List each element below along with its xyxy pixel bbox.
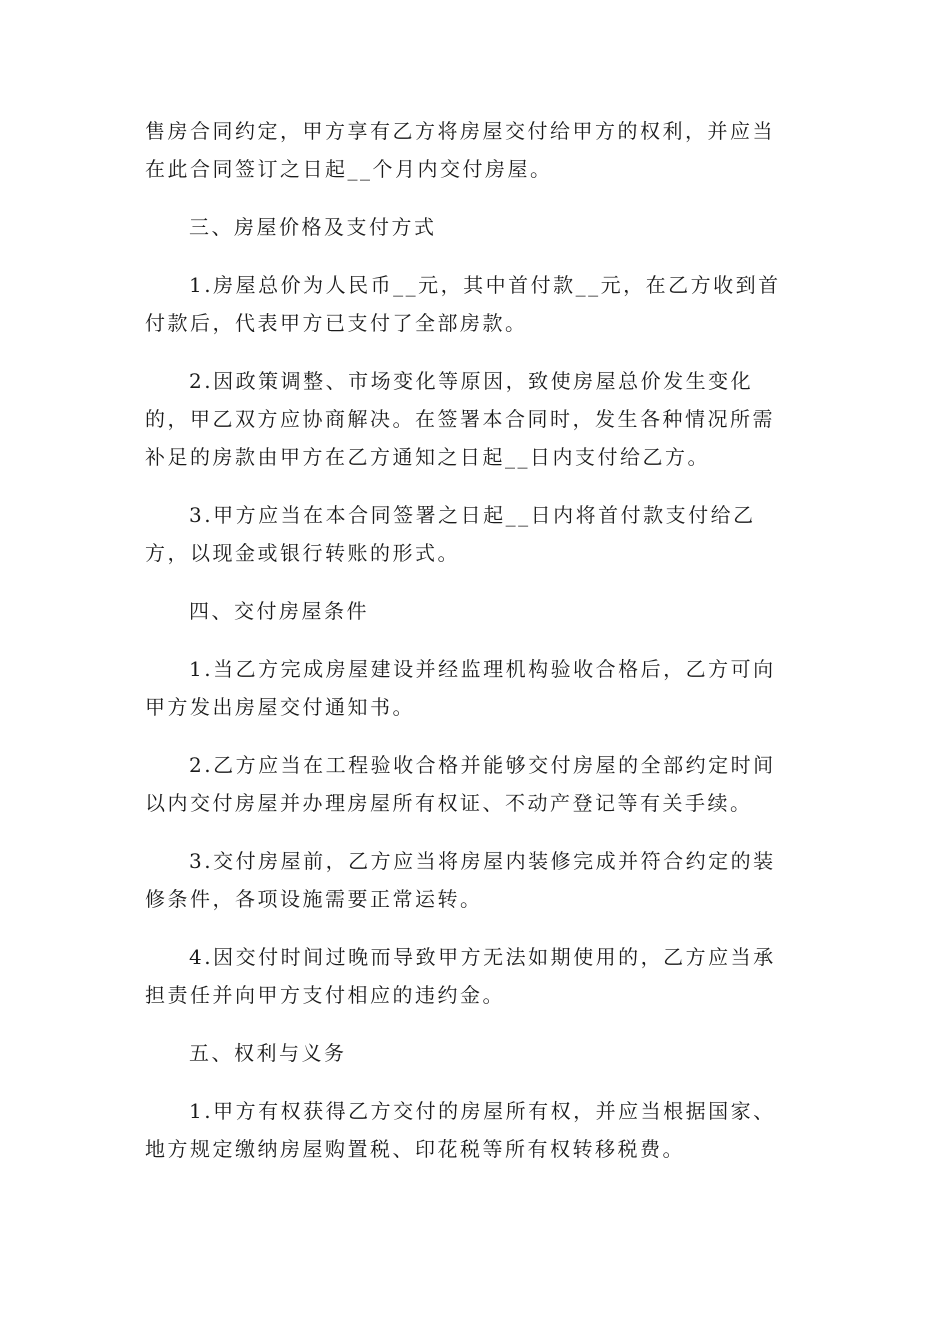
paragraph: 1.当乙方完成房屋建设并经监理机构验收合格后，乙方可向甲方发出房屋交付通知书。 <box>145 657 776 719</box>
paragraph: 1.甲方有权获得乙方交付的房屋所有权，并应当根据国家、地方规定缴纳房屋购置税、印花税等所有权转移税费。 <box>145 1099 776 1161</box>
section-heading-4: 四、交付房屋条件 <box>189 599 369 623</box>
section-heading-5: 五、权利与义务 <box>189 1041 347 1065</box>
paragraph-continued: 售房合同约定，甲方享有乙方将房屋交付给甲方的权利，并应当在此合同签订之日起__个月内交付房屋。 <box>145 119 775 181</box>
paragraph: 2.因政策调整、市场变化等原因，致使房屋总价发生变化的，甲乙双方应协商解决。在签署本合同时，发生各种情况所需补足的房款由甲方在乙方通知之日起__日内支付给乙方。 <box>145 369 775 469</box>
paragraph: 2.乙方应当在工程验收合格并能够交付房屋的全部约定时间以内交付房屋并办理房屋所有权证、不动产登记等有关手续。 <box>145 753 776 815</box>
paragraph: 3.交付房屋前，乙方应当将房屋内装修完成并符合约定的装修条件，各项设施需要正常运转。 <box>145 849 776 911</box>
document-body <box>145 112 797 1188</box>
paragraph: 4.因交付时间过晚而导致甲方无法如期使用的，乙方应当承担责任并向甲方支付相应的违约金。 <box>145 945 776 1007</box>
paragraph: 3.甲方应当在本合同签署之日起__日内将首付款支付给乙方，以现金或银行转账的形式。 <box>145 503 756 565</box>
paragraph: 1.房屋总价为人民币__元，其中首付款__元，在乙方收到首付款后，代表甲方已支付了全部房款。 <box>145 273 781 335</box>
section-heading-3: 三、房屋价格及支付方式 <box>189 215 437 239</box>
